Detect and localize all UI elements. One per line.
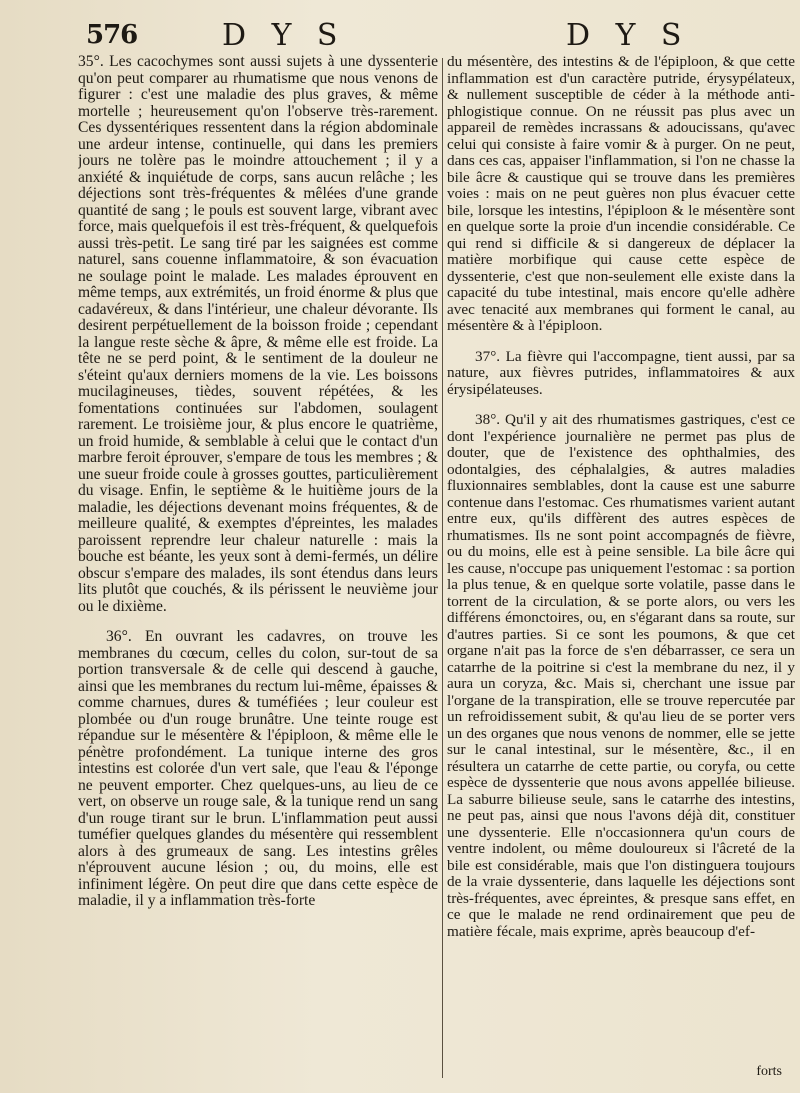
paragraph-35: 35°. Les cacochymes sont aussi sujets à une dyssenterie qu'on peut comparer au rhumatisme que nous venons de figurer : c'est une maladie des plus graves, & même mortelle ; heureusement qu'on l'observe très-rarement. Ces dyssentériques ressentent dans la région abdominale une ardeur intense, continuelle, qui dans les premiers jours ne tolère pas le moindre attouchement ; il y a anxiété & inquiétude de corps, sans aucun relâche ; les déjections sont très-fréquentes & mêlées d'une grande quantité de sang ; le pouls est souvent large, vibrant avec force, mais quelquefois il est très-fréquent, & quelquefois aussi très-petit. Le sang tiré par les saignées est comme naturel, sans couenne inflammatoire, & son évacuation ne soulage point le malade. Les malades éprouvent en même temps, aux extrémités, un froid énorme & plus que cadavéreux, & dans l'intérieur, une chaleur dévorante. Ils desirent perpétuellement de la boisson froide ; cependant la langue reste sèche & âpre, & même elle est froide. La tête ne se perd point, & le sentiment de la douleur ne s'éteint qu'aux derniers momens de la vie. Les boissons mucilagineuses, tièdes, souvent répétées, & les fomentations continuées sur l'abdomen, soulagent rarement. Le troisième jour, & plus encore le quatrième, un froid humide, & semblable à celui que le contact d'un marbre feroit éprouver, s'empare de tous les membres ; & une sueur froide coule à grosses gouttes, particulièrement du visage. Enfin, le septième & le huitième jours de la maladie, les déjections devenant moins fréquentes, & de meilleure qualité, & exemptes d'épreintes, les malades paroissent reprendre leur chaleur naturelle : mais la bouche est béante, les yeux sont à demi-fermés, un délire obscur s'empare des malades, ils sont étendus dans leurs lits plutôt que couchés, & ils périssent le neuvième jour ou le dixième. <box>78 54 438 615</box>
left-column <box>78 54 438 1084</box>
page-number: 576 <box>86 20 138 50</box>
running-head-right: D Y S <box>566 18 690 53</box>
running-head-left: D Y S <box>222 18 346 53</box>
page-header <box>0 14 800 54</box>
paragraph-36: 36°. En ouvrant les cadavres, on trouve les membranes du cœcum, celles du colon, sur-tout de sa portion transversale & de celle qui descend à gauche, ainsi que les membranes du rectum lui-même, épaisses & comme charnues, dures & tuméfiées ; leur couleur est plombée ou d'un rouge brunâtre. Une teinte rouge est répandue sur le mésentère & l'épiploon, & même elle le pénètre profondément. La tunique interne des gros intestins est colorée d'un vert sale, que l'eau & l'éponge ne peuvent emporter. Chez quelques-uns, au lieu de ce vert, on observe un rouge sale, & la tunique rend un sang d'un rouge tirant sur le brun. L'inflammation peut aussi tuméfier quelques glandes du mésentère qui ressemblent alors à des grumeaux de sang. Les intestins grêles n'éprouvent aucune lésion ; ou, du moins, elle est infiniment légère. On peut dire que dans cette espèce de maladie, il y a inflammation très-forte <box>78 628 438 909</box>
paragraph-36-continued: du mésentère, des intestins & de l'épiploon, & que cette inflammation est d'un caractère putride, érysypélateux, & nullement susceptible de céder à la méthode anti-phlogistique connue. On ne réussit pas plus avec un appareil de remèdes incrassans & adoucissans, qu'avec celui qui consiste à faire vomir & à purger. On ne peut, dans ces cas, appaiser l'inflammation, si l'on ne chasse la bile âcre & caustique qui se trouve dans les premières voies : mais on ne peut guères non plus évacuer cette bile, lorsque les intestins, l'épiploon & le mésentère sont en quelque sorte la proie d'un incendie considérable. Ce qui rend si difficile & si dangereux de déplacer la matière morbifique qui cause cette espèce de dyssenterie, c'est que non-seulement elle existe dans la capacité du tube intestinal, mais encore qu'elle adhère avec tenacité aux membranes qui forment le canal, au mésentère & à l'épiploon. <box>447 54 795 334</box>
catchword: forts <box>756 1064 782 1079</box>
paragraph-38: 38°. Qu'il y ait des rhumatismes gastriques, c'est ce dont l'expérience journalière ne permet pas plus de douter, que de l'existence des ophthalmies, des odontalgies, des céphalalgies, & autres maladies fluxionnaires semblables, dont la cause est une saburre contenue dans l'estomac. Ces rhumatismes varient autant entre eux, qu'ils diffèrent des autres espèces de rhumatismes. Ils ne sont point accompagnés de fièvre, ou du moins, elle est à peine sensible. La bile âcre qui les cause, n'occupe pas uniquement l'estomac : sa portion la plus tenue, & en quelque sorte volatile, passe dans le torrent de la circulation, & se porte alors, ou vers les différens émonctoires, ou, en s'égarant dans sa route, sur d'autres parties. Si ce sont les poumons, & que cet organe n'ait pas la force de s'en débarrasser, ce sera un catarrhe de la poitrine si c'est la membrane du nez, il y aura un coryza, &c. Mais si, cherchant une issue par l'organe de la transpiration, elle se trouve repercutée par un refroidissement subit, & qu'au lieu de se porter vers un des organes que nous venons de nommer, elle se jette sur le canal intestinal, sur le mésentère, &c., il en résultera un catarrhe de cette partie, ou coryfa, ou cette espèce de dyssenterie que nous avons appellée bilieuse. La saburre bilieuse seule, sans le catarrhe des intestins, ne peut pas, ainsi que nous l'avons déjà dit, constituer une dyssenterie. Elle n'occasionnera qu'un cours de ventre indolent, ou même douloureux si l'âcreté de la bile est considérable, mais que l'on distinguera toujours de la vraie dyssenterie, dans laquelle les déjections sont très-fréquentes, avec épreintes, & presque sans effet, en ce que le malade ne rend ordinairement que peu de matière fécale, mais exprime, après beaucoup d'ef- <box>447 411 795 940</box>
right-column <box>447 54 795 1084</box>
paragraph-37: 37°. La fièvre qui l'accompagne, tient aussi, par sa nature, aux fièvres putrides, inflammatoires & aux érysipélateuses. <box>447 347 795 398</box>
column-divider <box>442 58 443 1078</box>
